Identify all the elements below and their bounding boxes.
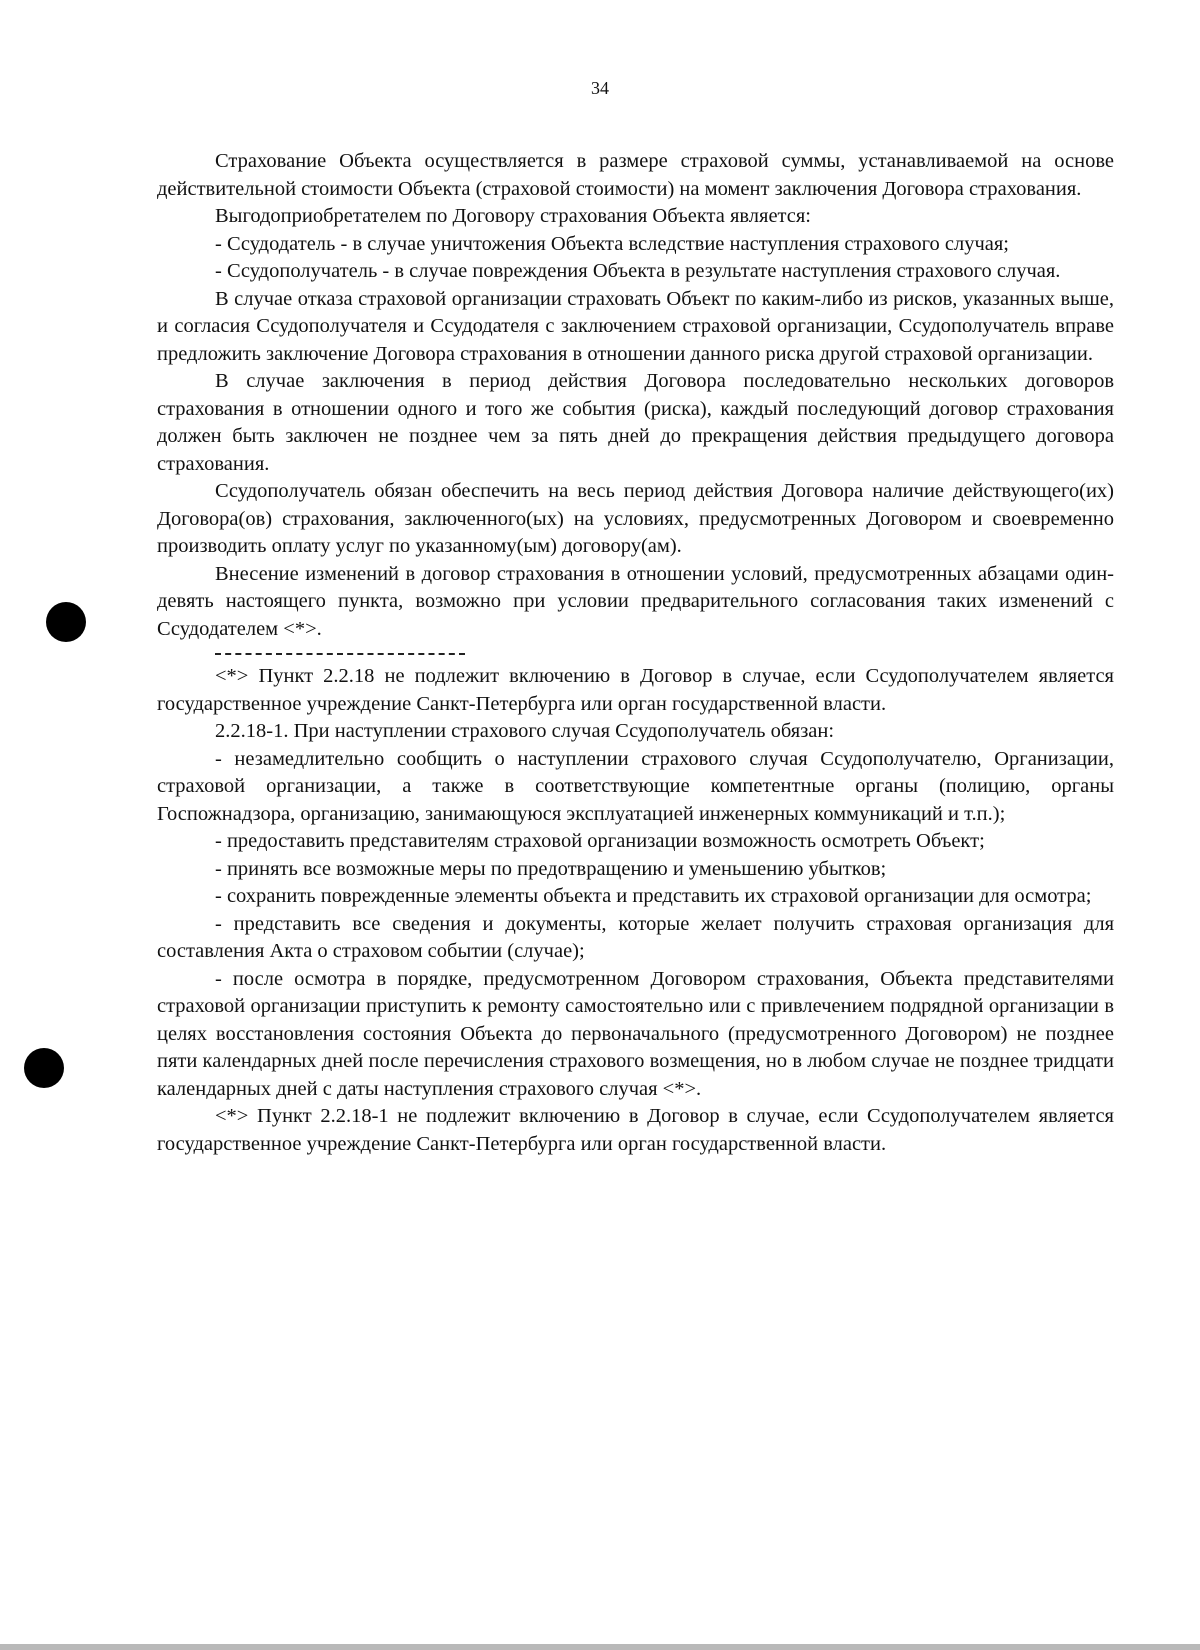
paragraph-borrower-obligation: Ссудополучатель обязан обеспечить на весь период действия Договора наличие действующего(их) Договора(ов) страхования, заключенного(ых) на условиях, предусмотренных Договором и своевременно производить оплату услуг по указанному(ым) договору(ам). [157,480,1114,557]
page-number: 34 [591,78,609,98]
list-item-lender: - Ссудодатель - в случае уничтожения Объекта вследствие наступления страхового случая; [215,232,1009,255]
document-body [157,148,1114,1158]
list-item-inspection: - предоставить представителям страховой организации возможность осмотреть Объект; [215,830,985,852]
scan-bottom-edge [0,1644,1200,1650]
list-item-documents: - представить все сведения и документы, которые желает получить страховая организация для составления Акта о страховом событии (случае); [157,912,1114,962]
list-item-repair: - после осмотра в порядке, предусмотренном Договором страхования, Объекта представителями страховой организации приступить к ремонту самостоятельно или с привлечением подрядной организации в целях восстановления состояния Объекта до первоначального (предусмотренного Договором) не позднее пяти календарных дней после перечисления страхового возмещения, но в любом случае не позднее тридцати календарных дней с даты наступления страхового случая <*>. [157,967,1114,1100]
footnote-2-2-18: <*> Пункт 2.2.18 не подлежит включению в Договор в случае, если Ссудополучателем является государственное учреждение Санкт-Петербурга или орган государственной власти. [157,665,1114,715]
footnote-separator [215,653,465,655]
footnote-2-2-18-1: <*> Пункт 2.2.18-1 не подлежит включению в Договор в случае, если Ссудополучателем является государственное учреждение Санкт-Петербурга или орган государственной власти. [157,1105,1114,1155]
list-item-notify: - незамедлительно сообщить о наступлении страхового случая Ссудополучателю, Организации, страховой организации, а также в соответствующие компетентные органы (полицию, органы Госпожнадзора, организацию, занимающуюся эксплуатацией инженерных коммуникаций и т.п.); [157,747,1114,825]
paragraph-insurance-amount: Страхование Объекта осуществляется в размере страховой суммы, устанавливаемой на основе действительной стоимости Объекта (страховой стоимости) на момент заключения Договора страхования. [157,150,1114,200]
paragraph-successive-contracts: В случае заключения в период действия Договора последовательно нескольких договоров страхования в отношении одного и того же события (риска), каждый последующий договор страхования должен быть заключен не позднее чем за пять дней до прекращения действия предыдущего договора страхования. [157,370,1114,475]
paragraph-beneficiary: Выгодоприобретателем по Договору страхования Объекта является: [215,205,811,227]
paragraph-contract-changes: Внесение изменений в договор страхования в отношении условий, предусмотренных абзацами один-девять настоящего пункта, возможно при условии предварительного согласования таких изменений с Ссудодателем <*>. [157,562,1114,640]
list-item-borrower: - Ссудополучатель - в случае повреждения Объекта в результате наступления страхового случая. [215,260,1061,282]
punch-hole-lower [24,1048,64,1088]
list-item-mitigate: - принять все возможные меры по предотвращению и уменьшению убытков; [215,857,887,880]
list-item-preserve: - сохранить поврежденные элементы объекта и представить их страховой организации для осмотра; [215,885,1092,907]
section-heading-2-2-18-1: 2.2.18-1. При наступлении страхового случая Ссудополучатель обязан: [215,720,835,742]
punch-hole-upper [46,602,86,642]
paragraph-insurer-refusal: В случае отказа страховой организации страховать Объект по каким-либо из рисков, указанных выше, и согласия Ссудополучателя и Ссудодателя с заключением страховой организации, Ссудополучатель вправе предложить заключение Договора страхования в отношении данного риска другой страховой организации. [157,287,1114,365]
